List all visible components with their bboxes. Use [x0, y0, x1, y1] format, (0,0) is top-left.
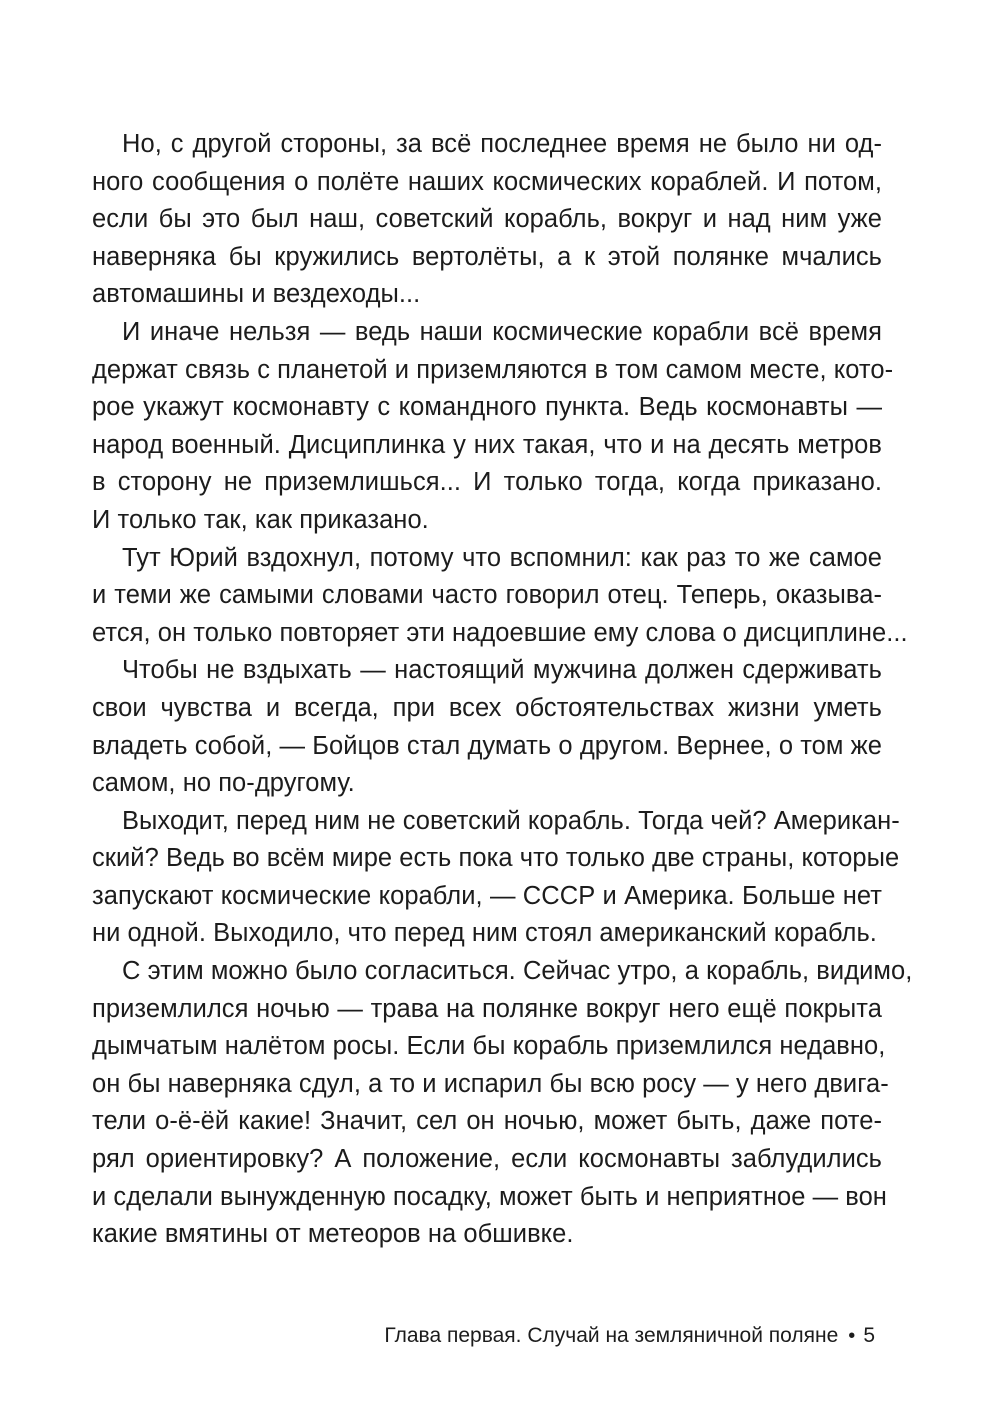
paragraph [92, 126, 882, 314]
text-line: если бы это был наш, советский корабль, вокруг и над ним уже [92, 205, 882, 234]
bullet-separator: • [848, 1325, 856, 1347]
text-line: народ военный. Дисциплинка у них такая, что и на десять метров [92, 430, 882, 459]
paragraph [92, 314, 894, 540]
text-line: И иначе нельзя — ведь наши космические корабли всё время [122, 317, 882, 346]
text-line: в сторону не приземлишься... И только тогда, когда приказано. [92, 468, 882, 497]
text-line: какие вмятины от метеоров на обшивке. [92, 1220, 574, 1249]
paragraph [92, 540, 908, 653]
text-line: свои чувства и всегда, при всех обстоятельствах жизни уметь [92, 693, 882, 722]
text-line: ется, он только повторяет эти надоевшие ему слова о дисциплине... [92, 618, 908, 647]
text-line: И только так, как приказано. [92, 505, 429, 534]
paragraph [92, 953, 913, 1254]
text-line: наверняка бы кружились вертолёты, а к этой полянке мчались [92, 242, 882, 271]
text-line: Выходит, перед ним не советский корабль. Тогда чей? Американ- [122, 806, 900, 835]
text-line: и сделали вынужденную посадку, может быть и неприятное — вон [92, 1182, 887, 1211]
text-line: ский? Ведь во всём мире есть пока что только две страны, которые [92, 844, 900, 873]
text-line: держат связь с планетой и приземляются в том самом месте, кото- [92, 355, 894, 384]
running-footer [300, 1320, 875, 1352]
text-line: он бы наверняка сдул, а то и испарил бы всю росу — у него двига- [92, 1069, 889, 1098]
running-title: Глава первая. Случай на земляничной поляне [384, 1324, 839, 1347]
paragraph [92, 803, 900, 953]
text-line: ного сообщения о полёте наших космических кораблей. И потом, [92, 167, 882, 196]
text-line: самом, но по-другому. [92, 769, 355, 798]
text-line: Тут Юрий вздохнул, потому что вспомнил: как раз то же самое [122, 543, 882, 572]
text-line: запускают космические корабли, — СССР и Америка. Больше нет [92, 881, 882, 910]
text-line: Но, с другой стороны, за всё последнее время не было ни од- [122, 130, 882, 158]
text-line: владеть собой, — Бойцов стал думать о другом. Вернее, о том же [92, 731, 882, 760]
text-line: и теми же самыми словами часто говорил отец. Теперь, оказыва- [92, 581, 882, 610]
body-text [92, 126, 913, 1254]
text-line: приземлился ночью — трава на полянке вокруг него ещё покрыта [92, 994, 882, 1023]
text-line: С этим можно было согласиться. Сейчас утро, а корабль, видимо, [122, 957, 913, 986]
text-line: ни одной. Выходило, что перед ним стоял американский корабль. [92, 919, 877, 948]
paragraph [92, 652, 882, 802]
text-line: Чтобы не вздыхать — настоящий мужчина должен сдерживать [122, 656, 882, 685]
page-number: 5 [863, 1324, 875, 1347]
text-line: дымчатым налётом росы. Если бы корабль приземлился недавно, [92, 1032, 886, 1061]
text-line: автомашины и вездеходы... [92, 280, 421, 309]
text-line: рое укажут космонавту с командного пункта. Ведь космонавты — [92, 393, 882, 422]
text-line: рял ориентировку? А положение, если космонавты заблудились [92, 1145, 882, 1174]
text-line: тели о-ё-ёй какие! Значит, сел он ночью, может быть, даже поте- [92, 1107, 882, 1136]
